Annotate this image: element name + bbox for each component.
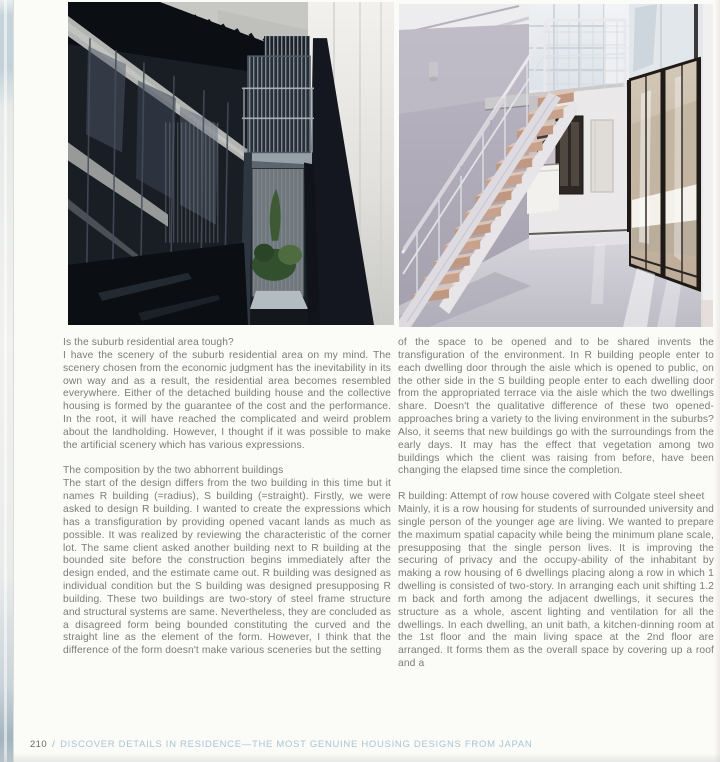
section-continuation (398, 337, 714, 478)
interior-staircase-illustration (399, 4, 713, 327)
section-body: of the space to be opened and to be shared invents the transfiguration of the environment. In R building people enter to each dwelling door through the aisle which is opened to public, on the other side in the S building people enter to each dwelling door from the appropriated terrace via the aisle which the two dwellings share. Doesn't the qualitative difference of these two opened-approaches bring a variety to the living environment in the suburbs? Also, it seems that new buildings go with the surroundings from the early days. It may has the effect that vegetation among two buildings which the client was raising from before, have been changing the elapsed time since the completion. (398, 337, 714, 477)
section-heading: R building: Attempt of row house covered with Colgate steel sheet (398, 491, 705, 503)
section-heading: The composition by the two abhorrent buildings (63, 465, 284, 477)
footer-separator: / (52, 739, 56, 750)
section-body: Mainly, it is a row housing for students of surrounded university and single person of the younger age are living. We wanted to prepare the maximum spatial capacity while being the minimum plane scale, presupposing that the single person lives. It is improving the securing of privacy and the occupy-ability of the inhabitant by making a row housing of 6 dwellings placing along a row in which 1 dwelling is consisted of two-story. In arranging each unit shifting 1.2 m back and forth among the adjacent dwellings, it secures the structure as a whole, ascent lighting and ventilation for all the dwellings. In each dwelling, an unit bath, a kitchen-dinning room at the 1st floor and the main living space at the 2nd floor are arranged. It forms them as the overall space by covering up a roof and a (398, 503, 714, 670)
exterior-passage-illustration (68, 2, 394, 325)
section-heading: Is the suburb residential area tough? (63, 337, 234, 348)
page-right-edge (714, 0, 720, 762)
section-composition (63, 465, 391, 658)
section-suburb (63, 337, 391, 453)
page-bottom-edge (0, 753, 720, 762)
book-spine-edge (0, 0, 14, 762)
article-column-right (398, 337, 714, 684)
section-r-building (398, 491, 714, 671)
photo-interior-staircase (399, 4, 713, 327)
article-column-left (63, 337, 391, 671)
page-number: 210 (30, 739, 48, 750)
footer-title: DISCOVER DETAILS IN RESIDENCE—THE MOST GENUINE HOUSING DESIGNS FROM JAPAN (60, 739, 533, 750)
photo-exterior-passage (68, 2, 394, 325)
footer (30, 739, 532, 750)
section-body: The start of the design differs from the two building in this time but it names R building (=radius), S building (=straight). Firstly, we were asked to design R building. I wanted to create the expressions which has a transfiguration by providing opened vacant lands as much as possible. It was realized by reviewing the characteristic of the corner lot. The same client asked another building next to R building at the bounded site before the construction begins immediately after the design ended, and the estimate came out. R building was designed as individual condition but the S building was designed presupposing R building. These two buildings are two-story of steel frame structure and structural systems are same. Nevertheless, they are concluded as a disagreed form being bounded constituting the curved and the straight line as the element of the form. However, I think that the difference of the form doesn't make various sceneries but the setting (63, 478, 391, 657)
section-body: I have the scenery of the suburb residential area on my mind. The scenery chosen from the economic judgment has the inevitability in its own way and as a result, the residential area becomes resembled everywhere. Either of the detached building house and the collective housing is formed by the guarantee of the cost and the performance. In the root, it will have reached the complicated and weird problem about the landholding. However, I thought if it was possible to make the artificial scenery which has various expressions. (63, 349, 391, 451)
